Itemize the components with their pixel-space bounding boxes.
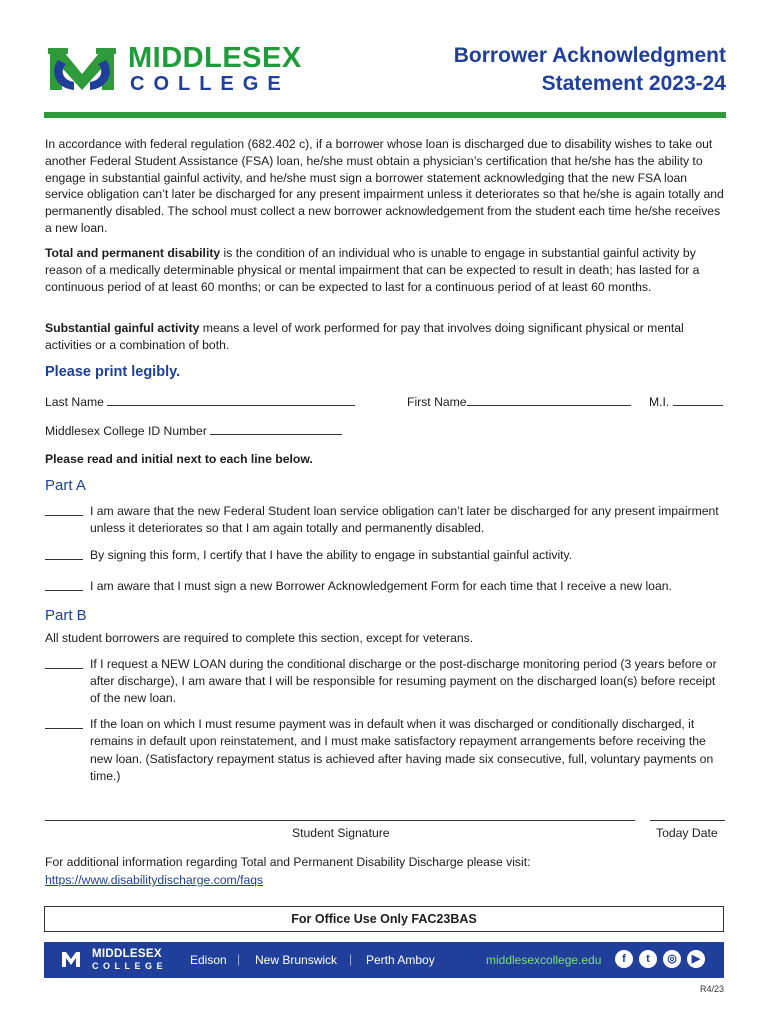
part-b-note: All student borrowers are required to complete this section, except for veterans. <box>45 631 474 645</box>
college-id-label: Middlesex College ID Number <box>45 424 207 438</box>
instagram-icon[interactable]: ◎ <box>663 950 681 968</box>
page-header <box>44 42 726 112</box>
footer-logo-icon <box>60 948 82 970</box>
header-divider <box>44 112 726 118</box>
middle-initial-line[interactable] <box>673 394 723 406</box>
definition-gainful-activity <box>45 320 725 354</box>
last-name-label: Last Name <box>45 395 104 409</box>
page-title <box>454 42 726 98</box>
definition-term: Substantial gainful activity <box>45 321 200 335</box>
title-line-2: Statement 2023-24 <box>541 72 726 95</box>
initial-blank[interactable] <box>45 668 83 669</box>
logo-wordmark-bottom: COLLEGE <box>130 73 290 95</box>
middle-initial-field[interactable] <box>649 394 723 409</box>
part-a-item-text: I am aware that I must sign a new Borrower Acknowledgement Form for each time that I receive a new loan. <box>90 579 672 593</box>
student-signature-line[interactable] <box>45 820 635 821</box>
twitter-icon[interactable]: t <box>639 950 657 968</box>
initial-blank[interactable] <box>45 728 83 729</box>
part-b-item-text: If the loan on which I must resume payment was in default when it was discharged or conditionally discharged, it remains in default upon reinstatement, and I must make satisfactory repayment arrangements before receiving the new loan. (Satisfactory repayment status is achieved after having made six consecutive, full, voluntary payments on time.) <box>90 717 714 784</box>
part-b-heading: Part B <box>45 607 87 624</box>
definition-text: means a level of work performed for pay that involves doing significant physical or mental activities or a combination of both. <box>45 321 684 352</box>
student-signature-label: Student Signature <box>292 826 390 840</box>
middle-initial-label: M.I. <box>649 395 670 409</box>
facebook-icon[interactable]: f <box>615 950 633 968</box>
campus-separator: | <box>237 952 241 966</box>
first-name-line[interactable] <box>467 394 631 406</box>
campus-new-brunswick: New Brunswick <box>255 953 338 967</box>
revision-code: R4/23 <box>699 984 724 994</box>
definition-disability <box>45 245 725 295</box>
definition-term: Total and permanent disability <box>45 246 221 260</box>
logo-wordmark-top: MIDDLESEX <box>128 42 302 74</box>
more-info <box>45 853 531 889</box>
definition-text: is the condition of an individual who is unable to engage in substantial gainful activity by reason of a medically determinable physical or mental impairment that can be expected to result in death; has lasted for a continuous period of at least 60 months; or can be expected to last for a continuous period of at least 60 months. <box>45 246 700 294</box>
part-a-heading: Part A <box>45 477 86 494</box>
college-logo-icon <box>44 44 120 96</box>
intro-paragraph: In accordance with federal regulation (682.402 c), if a borrower whose loan is discharged due to disability wishes to take out another Federal Student Assistance (FSA) loan, he/she must obtain a physician’s certification that he/she has the ability to engage in substantial gainful activity, and he/she must sign a borrower statement acknowledging that the new FSA loan service obligation can’t later be discharged for any present impairment unless it deteriorates so that he/she is again totally and permanently disabled. The school must collect a new borrower acknowledgement from the student each time he/she receives a new loan. <box>45 137 724 235</box>
last-name-line[interactable] <box>107 394 355 406</box>
footer-logo-top: MIDDLESEX <box>92 948 162 960</box>
campus-perth-amboy: Perth Amboy <box>366 953 435 967</box>
office-use-box: For Office Use Only FAC23BAS <box>44 906 724 932</box>
college-website-link[interactable]: middlesexcollege.edu <box>486 953 602 967</box>
part-b-item-text: If I request a NEW LOAN during the conditional discharge or the post-discharge monitoring period (3 years before or after discharge), I am aware that I will be responsible for resuming payment on the discharged loan(s) before receipt of the new loan. <box>90 657 717 705</box>
first-name-label: First Name <box>407 395 467 409</box>
disability-discharge-link[interactable]: https://www.disabilitydischarge.com/faqs <box>45 873 264 887</box>
initial-blank[interactable] <box>45 515 83 516</box>
campus-edison: Edison <box>190 953 227 967</box>
campus-separator: | <box>349 952 353 966</box>
college-id-line[interactable] <box>210 423 342 435</box>
footer-logo-bottom: COLLEGE <box>92 961 168 971</box>
initial-blank[interactable] <box>45 590 83 591</box>
date-line[interactable] <box>650 820 725 821</box>
initial-blank[interactable] <box>45 559 83 560</box>
footer-band <box>44 942 724 978</box>
initial-instructions: Please read and initial next to each line below. <box>45 452 313 466</box>
part-a-item-text: I am aware that the new Federal Student loan service obligation can’t later be discharged for any present impairment unless it deteriorates so that I am again totally and permanently disabled. <box>90 504 719 535</box>
part-a-item-text: By signing this form, I certify that I have the ability to engage in substantial gainful activity. <box>90 548 573 562</box>
title-line-1: Borrower Acknowledgment <box>453 44 726 67</box>
youtube-icon[interactable]: ▶ <box>687 950 705 968</box>
first-name-field[interactable] <box>407 394 631 409</box>
print-legibly-heading: Please print legibly. <box>45 364 181 380</box>
more-info-text: For additional information regarding Total and Permanent Disability Discharge please visit: <box>45 855 531 869</box>
date-label: Today Date <box>656 826 718 840</box>
college-id-field[interactable] <box>45 423 342 438</box>
last-name-field[interactable] <box>45 394 355 409</box>
